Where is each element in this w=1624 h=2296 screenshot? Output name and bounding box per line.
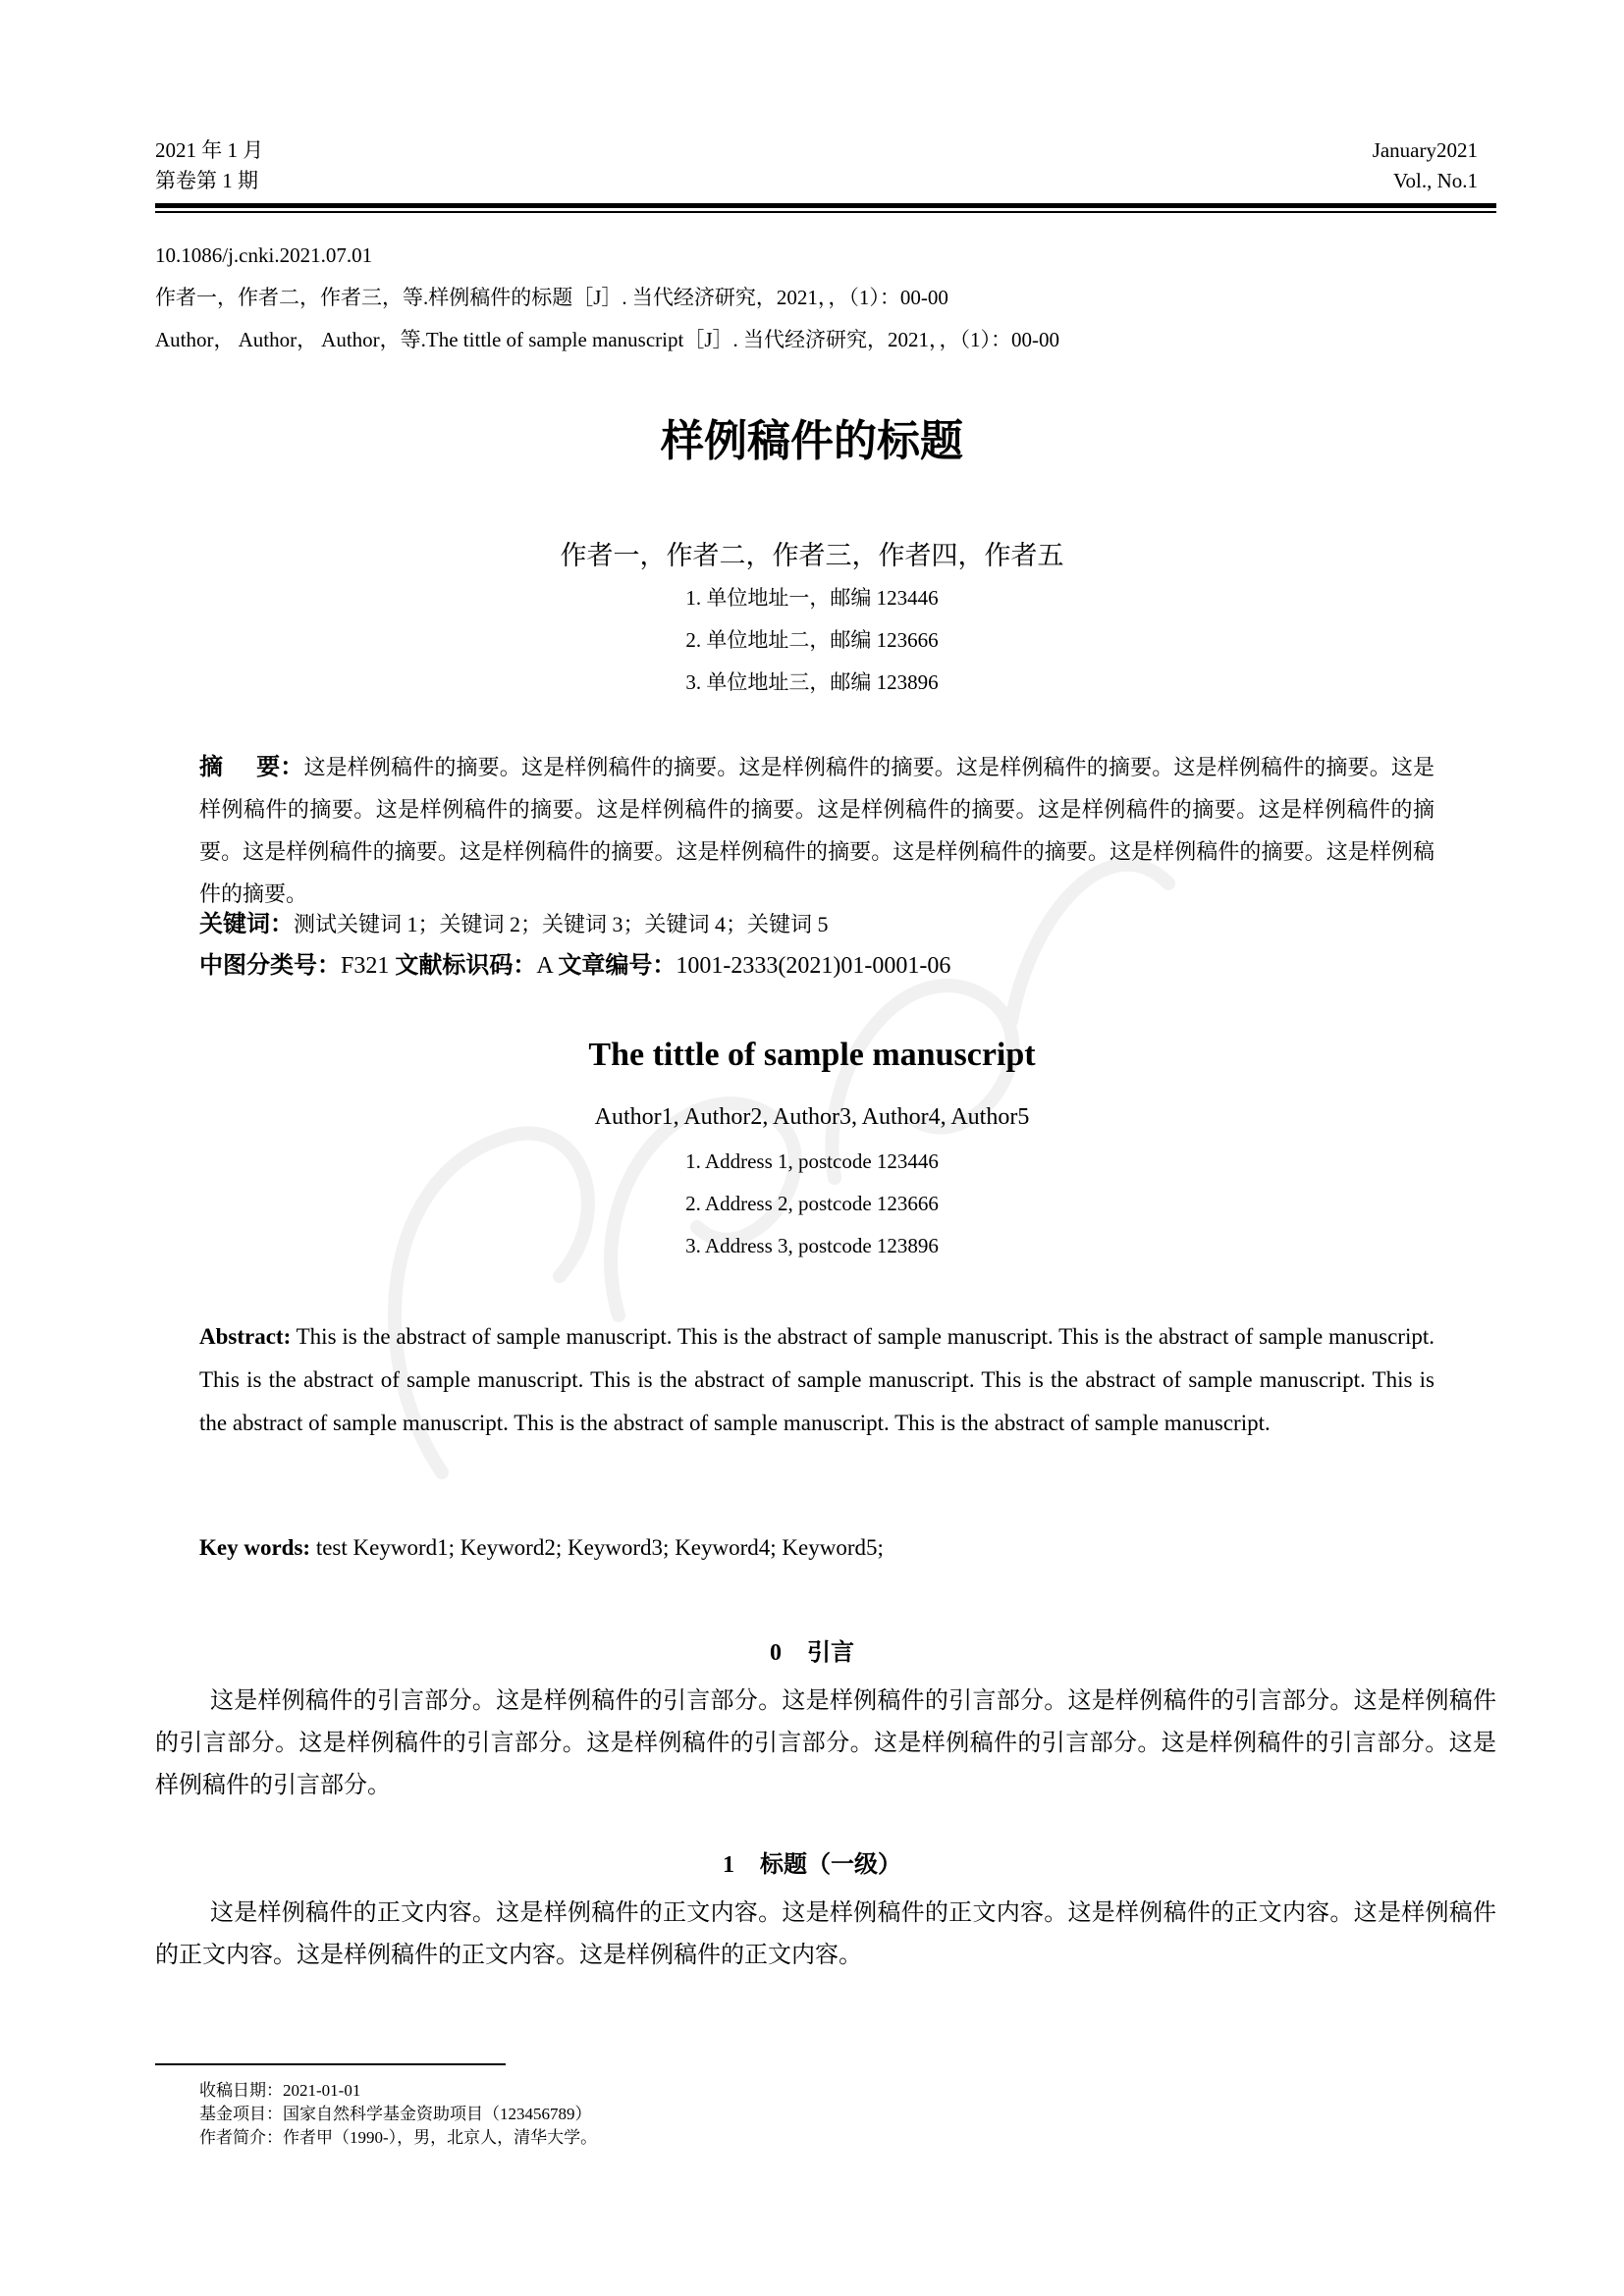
header-date-en: January2021 [1372,138,1478,162]
keywords-cn [199,907,1435,941]
keywords-cn-label: 关键词： [199,910,294,937]
abstract-cn-text: 这是样例稿件的摘要。这是样例稿件的摘要。这是样例稿件的摘要。这是样例稿件的摘要。这是样例稿件的摘要。这是样例稿件的摘要。这是样例稿件的摘要。这是样例稿件的摘要。这是样例稿件的摘要。这是样例稿件的摘要。这是样例稿件的摘要。这是样例稿件的摘要。这是样例稿件的摘要。这是样例稿件的摘要。这是样例稿件的摘要。这是样例稿件的摘要。这是样例稿件的摘要。 [199,755,1435,906]
keywords-cn-text: 测试关键词 1；关键词 2；关键词 3；关键词 4；关键词 5 [294,912,829,936]
footnote-fund: 基金项目：国家自然科学基金资助项目（123456789） [199,2105,592,2123]
abstract-cn [199,746,1435,915]
keywords-en-label: Key words: [199,1535,311,1560]
abstract-en [199,1315,1440,1445]
affiliation-en-2: 2. Address 2, postcode 123666 [685,1192,939,1215]
clc-value: F321 [341,953,390,979]
article-no-value: 1001-2333(2021)01-0001-06 [676,953,951,979]
section-number: 1 [723,1852,734,1878]
citation-en: Author， Author， Author，等.The tittle of sample manuscript［J］. 当代经济研究，2021，，（1）：00-00 [155,328,1060,351]
header-issue-en: Vol., No.1 [1393,169,1478,192]
title-en: The tittle of sample manuscript [588,1037,1036,1073]
doc-code-value: A [536,953,553,979]
affiliation-cn-3: 3. 单位地址三，邮编 123896 [685,670,939,694]
header-date-cn: 2021 年 1 月 [155,138,264,162]
header-rule-thin [155,211,1496,213]
footnote-author-bio: 作者简介：作者甲（1990-），男，北京人，清华大学。 [199,2128,598,2147]
clc-label: 中图分类号： [199,951,341,979]
keywords-en [199,1531,1435,1565]
affiliation-cn-1: 1. 单位地址一，邮编 123446 [685,586,939,610]
classification-line [199,948,1435,983]
authors-en: Author1, Author2, Author3, Author4, Author5 [594,1104,1030,1130]
section-body-1: 这是样例稿件的正文内容。这是样例稿件的正文内容。这是样例稿件的正文内容。这是样例稿件的正文内容。这是样例稿件的正文内容。这是样例稿件的正文内容。这是样例稿件的正文内容。 [155,1900,1496,1968]
footnote-received: 收稿日期：2021-01-01 [199,2081,361,2100]
section-title: 引言 [807,1638,854,1666]
section-title: 标题（一级） [760,1850,901,1878]
authors-cn: 作者一，作者二，作者三，作者四，作者五 [560,541,1064,570]
header-left [155,135,263,196]
affiliation-cn-2: 2. 单位地址二，邮编 123666 [685,628,939,652]
article-no-label: 文章编号： [558,951,677,979]
abstract-en-label: Abstract: [199,1324,292,1349]
affiliation-en-1: 1. Address 1, postcode 123446 [685,1149,939,1173]
affiliation-en-3: 3. Address 3, postcode 123896 [685,1234,939,1257]
keywords-en-text: test Keyword1; Keyword2; Keyword3; Keyword4; Keyword5; [310,1535,884,1560]
section-number: 0 [770,1640,782,1666]
doc-code-label: 文献标识码： [395,951,537,979]
section-heading-1 [0,1847,1624,1882]
footnote-rule [155,2063,506,2065]
header-issue-cn: 第卷第 1 期 [155,169,258,192]
abstract-cn-label: 摘 要： [199,753,304,780]
title-cn: 样例稿件的标题 [661,416,963,466]
doi: 10.1086/j.cnki.2021.07.01 [155,243,373,267]
abstract-en-text: This is the abstract of sample manuscript. This is the abstract of sample manuscript. This is the abstract of sample manuscript. This is the abstract of sample manuscript. This is the abstract of sample manuscript. This is the abstract of sample manuscript. This is the abstract of sample manuscript. This is the abstract of sample manuscript. This is the abstract of sample manuscript. [199,1324,1440,1435]
header-right [1373,135,1478,196]
section-heading-0 [0,1635,1624,1670]
section-body-0: 这是样例稿件的引言部分。这是样例稿件的引言部分。这是样例稿件的引言部分。这是样例稿件的引言部分。这是样例稿件的引言部分。这是样例稿件的引言部分。这是样例稿件的引言部分。这是样例稿件的引言部分。这是样例稿件的引言部分。这是样例稿件的引言部分。 [155,1688,1496,1798]
citation-cn: 作者一，作者二，作者三，等.样例稿件的标题［J］. 当代经济研究，2021，，（1）：00-00 [155,286,948,309]
header-rule-thick [155,203,1496,208]
